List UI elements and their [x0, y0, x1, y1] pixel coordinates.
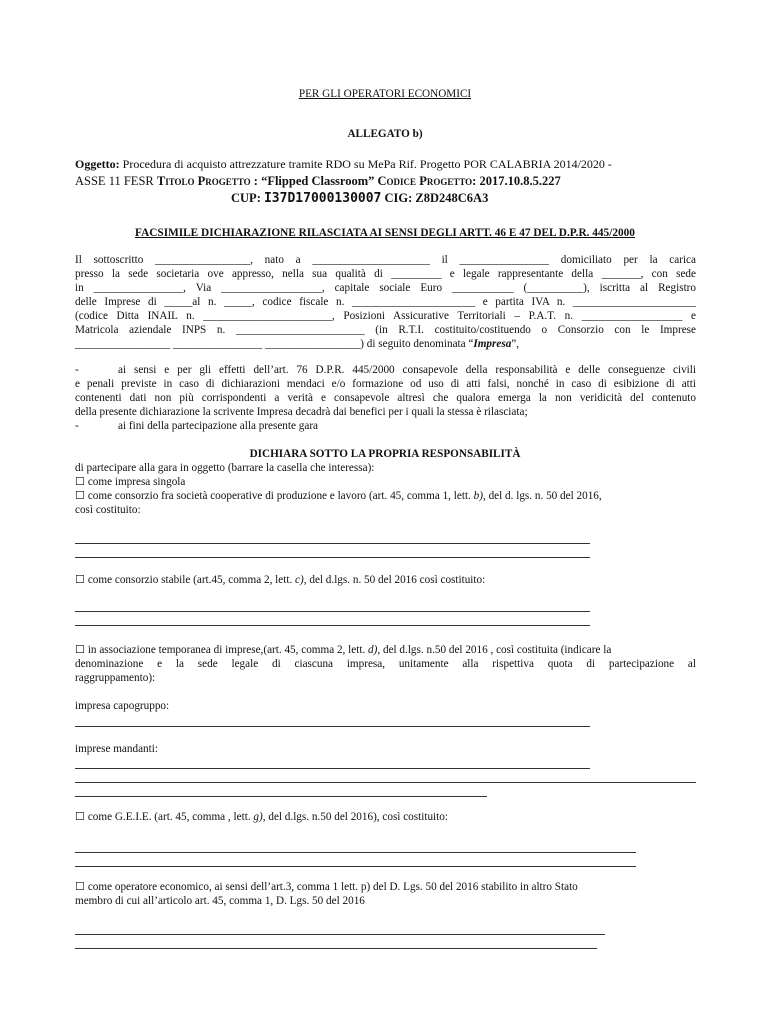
blank-line[interactable] — [75, 726, 590, 727]
option-consorzio-cooperative[interactable] — [75, 489, 602, 503]
option-label-end: , del d.lgs. n.50 del 2016), così costituito: — [262, 811, 448, 823]
blank-line[interactable] — [75, 796, 487, 797]
intro-line-6: Matricola aziendale INPS n. _______________________ (in R.T.I. costituito/costituendo o Consorzio con le Imprese — [75, 324, 696, 336]
dash-bullet: - — [75, 364, 79, 376]
options-lead: di partecipare alla gara in oggetto (barrare la casella che interessa): — [75, 462, 375, 474]
codice-progetto-label: Codice Progetto: — [377, 174, 480, 188]
blank-line[interactable] — [75, 934, 605, 935]
blank-line[interactable] — [75, 543, 590, 544]
titolo-progetto-label: Titolo Progetto : — [156, 174, 262, 188]
option-label-end: , del d.lgs. n. 50 del 2016 così costituito: — [303, 574, 486, 586]
checkbox-icon[interactable]: ☐ — [75, 574, 86, 586]
blank-line[interactable] — [75, 782, 696, 783]
checkbox-icon[interactable]: ☐ — [75, 881, 86, 893]
blank-line[interactable] — [75, 852, 636, 853]
impresa-term: Impresa — [473, 338, 512, 350]
intro-line-7-end: ”, — [511, 338, 520, 350]
asse-text: ASSE 11 FESR — [75, 174, 157, 188]
intro-line-7-text: _________________ ________________ _________________) di seguito denominata “ — [75, 338, 474, 350]
option-label: in associazione temporanea di imprese,(art. 45, comma 2, lett. — [87, 644, 369, 656]
option-label: come impresa singola — [87, 476, 186, 488]
option-letter: b) — [473, 490, 483, 502]
checkbox-icon[interactable]: ☐ — [75, 644, 86, 656]
intro-line-5: (codice Ditta INAIL n. _______________________, Posizioni Assicurative Territoriali – P.A.T. n. __________________ e — [75, 310, 696, 322]
intro-line-2: presso la sede societaria ove appresso, nella sua qualità di _________ e legale rappresentante della _______, con sede — [75, 268, 696, 280]
option-operatore-estero-line-2: membro di cui all’articolo art. 45, comma 1, D. Lgs. 50 del 2016 — [75, 895, 365, 907]
blank-line[interactable] — [75, 557, 590, 558]
mandanti-label: imprese mandanti: — [75, 743, 158, 755]
intro-line-3: in ________________, Via __________________, capitale sociale Euro ___________ (__________), iscritta al Registro — [75, 282, 696, 294]
intro-line-7 — [75, 337, 519, 351]
blank-line[interactable] — [75, 625, 590, 626]
option-consorzio-stabile[interactable] — [75, 573, 485, 587]
dash-bullet-2: - — [75, 420, 79, 432]
checkbox-icon[interactable]: ☐ — [75, 476, 86, 488]
option-operatore-estero[interactable] — [75, 880, 696, 894]
cup-cig-line — [231, 191, 488, 206]
blank-line[interactable] — [75, 866, 636, 867]
blank-line[interactable] — [75, 948, 597, 949]
oggetto-text: Procedura di acquisto attrezzature tramite RDO su MePa Rif. Progetto POR CALABRIA 2014/2020 - — [119, 157, 612, 171]
option-geie[interactable] — [75, 810, 448, 824]
consapevole-line-2: e penali previste in caso di dichiarazioni mendaci e/o formazione od uso di atti falsi, nonché in caso di esibizione di atti — [75, 378, 696, 390]
option-label-end: , del d.lgs. n.50 del 2016 , così costituita (indicare la — [377, 644, 612, 656]
codice-progetto-value: 2017.10.8.5.227 — [479, 174, 561, 188]
capogruppo-label: impresa capogruppo: — [75, 700, 170, 712]
titolo-progetto-value: “Flipped Classroom” — [261, 174, 378, 188]
option-label: come consorzio stabile (art.45, comma 2, lett. — [87, 574, 296, 586]
oggetto-line-1 — [75, 157, 612, 171]
cup-value: I37D17000130007 — [263, 191, 382, 206]
option-letter: c) — [295, 574, 304, 586]
option-letter: g) — [253, 811, 263, 823]
consapevole-line-3: contenenti dati non più corrispondenti a verità e consapevole altresì che qualora emerga la non veridicità del contenuto — [75, 392, 696, 404]
checkbox-icon[interactable]: ☐ — [75, 490, 86, 502]
option-label-end: , del d. lgs. n. 50 del 2016, — [482, 490, 602, 502]
cig-value: CIG: Z8D248C6A3 — [381, 191, 489, 205]
option-ati-line-2: denominazione e la sede legale di ciascuna impresa, unitamente alla rispettiva quota di partecipazione al — [75, 658, 696, 670]
consapevole-line-4: della presente dichiarazione la scrivente Impresa decadrà dai benefici per i quali la stessa è rilasciata; — [75, 406, 528, 418]
oggetto-label: Oggetto: — [75, 157, 120, 171]
option-label: come consorzio fra società cooperative di produzione e lavoro (art. 45, comma 1, lett. — [87, 490, 474, 502]
option-ati-line-3: raggruppamento): — [75, 672, 156, 684]
checkbox-icon[interactable]: ☐ — [75, 811, 86, 823]
option-letter: d) — [368, 644, 378, 656]
consapevole-line-1: ai sensi e per gli effetti dell’art. 76 D.P.R. 445/2000 consapevole della responsabilità e delle conseguenze civili — [118, 364, 696, 376]
cup-label: CUP: — [231, 191, 264, 205]
allegato-label: ALLEGATO b) — [347, 128, 423, 140]
consapevole-line-5: ai fini della partecipazione alla presente gara — [118, 420, 319, 432]
header-title: PER GLI OPERATORI ECONOMICI — [298, 88, 472, 100]
blank-line[interactable] — [75, 611, 590, 612]
option-impresa-singola[interactable] — [75, 475, 185, 489]
option-consorzio-cooperative-line-2: così costituito: — [75, 504, 141, 516]
dichiara-title: DICHIARA SOTTO LA PROPRIA RESPONSABILITÀ — [249, 448, 521, 460]
option-ati[interactable] — [75, 643, 696, 657]
option-label: come operatore economico, ai sensi dell’art.3, comma 1 lett. p) del D. Lgs. 50 del 2016 stabilito in altro Stato — [87, 881, 578, 893]
intro-line-4: delle Imprese di _____al n. _____, codice fiscale n. ______________________ e partita IVA n. ______________________ — [75, 296, 696, 308]
intro-line-1: Il sottoscritto _________________, nato a _____________________ il ________________ domiciliato per la carica — [75, 254, 696, 266]
facsimile-title: FACSIMILE DICHIARAZIONE RILASCIATA AI SENSI DEGLI ARTT. 46 E 47 DEL D.P.R. 445/2000 — [135, 227, 635, 239]
option-label: come G.E.I.E. (art. 45, comma , lett. — [87, 811, 254, 823]
oggetto-line-2 — [75, 174, 561, 188]
blank-line[interactable] — [75, 768, 590, 769]
